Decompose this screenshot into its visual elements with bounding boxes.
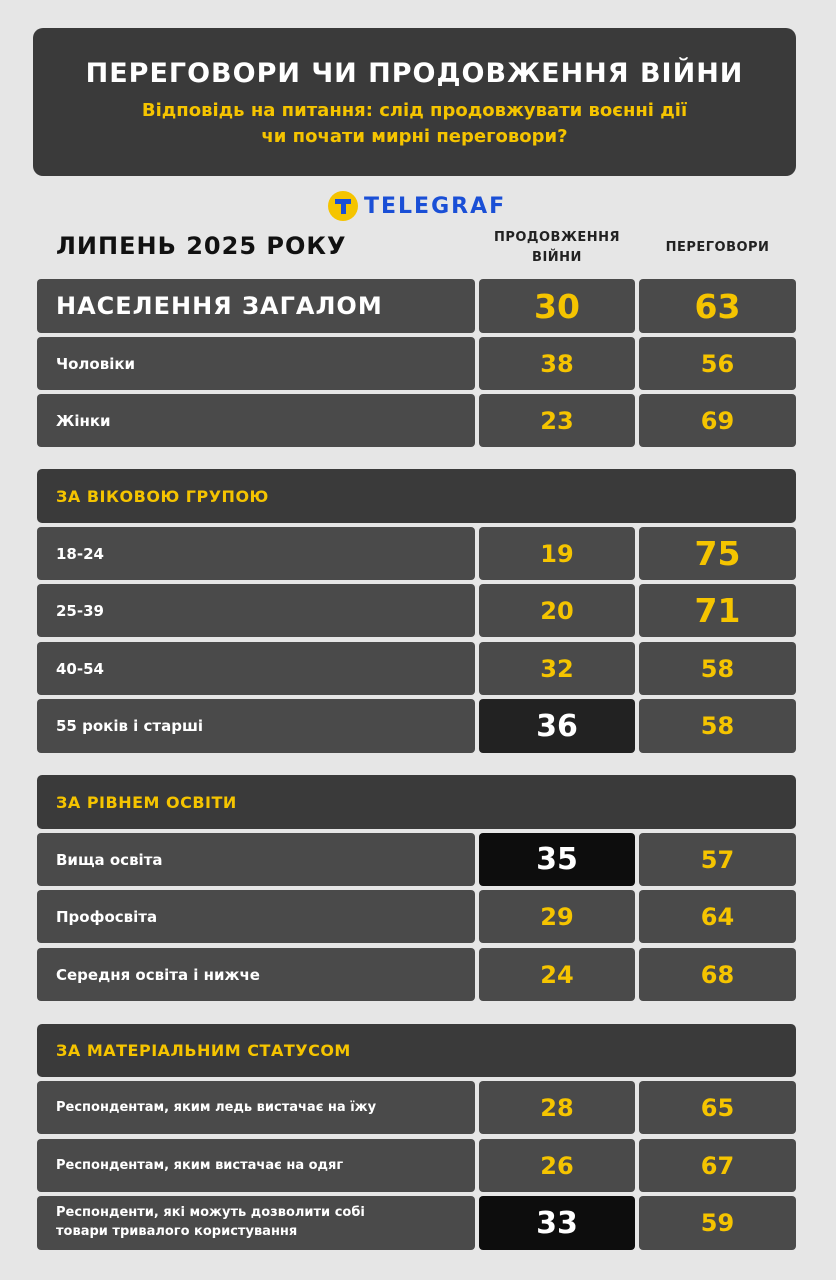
brand-logo <box>328 190 506 222</box>
value-negotiations: 67 <box>639 1139 796 1192</box>
chart-subtitle <box>33 98 796 150</box>
title-panel <box>33 28 796 176</box>
value-negotiations: 56 <box>639 337 796 390</box>
row-label: 40-54 <box>37 642 475 695</box>
value-negotiations: 64 <box>639 890 796 943</box>
value-continue-war: 28 <box>479 1081 635 1134</box>
value-continue-war: 38 <box>479 337 635 390</box>
row-label: Чоловіки <box>37 337 475 390</box>
subtitle-line-2: чи почати мирні переговори? <box>261 126 568 147</box>
value-continue-war: 26 <box>479 1139 635 1192</box>
value-negotiations: 68 <box>639 948 796 1001</box>
row-label: 55 років і старші <box>37 699 475 753</box>
value-continue-war: 23 <box>479 394 635 447</box>
row-label: 18-24 <box>37 527 475 580</box>
value-continue-war: 32 <box>479 642 635 695</box>
value-continue-war: 24 <box>479 948 635 1001</box>
row-label: Респондентам, яким ледь вистачає на їжу <box>37 1081 475 1134</box>
value-negotiations: 63 <box>639 279 796 333</box>
value-negotiations: 58 <box>639 642 796 695</box>
value-continue-war: 33 <box>479 1196 635 1250</box>
period-label: ЛИПЕНЬ 2025 РОКУ <box>56 232 347 260</box>
row-label: Середня освіта і нижче <box>37 948 475 1001</box>
row-label: Вища освіта <box>37 833 475 886</box>
value-negotiations: 71 <box>639 584 796 637</box>
value-continue-war: 30 <box>479 279 635 333</box>
column-header-continue-war: ПРОДОВЖЕННЯ ВІЙНИ <box>493 230 621 265</box>
chart-title: ПЕРЕГОВОРИ ЧИ ПРОДОВЖЕННЯ ВІЙНИ <box>85 58 744 89</box>
section-header-age: ЗА ВІКОВОЮ ГРУПОЮ <box>37 469 796 523</box>
value-negotiations: 75 <box>639 527 796 580</box>
value-negotiations: 58 <box>639 699 796 753</box>
row-label-line-2: товари тривалого користування <box>56 1224 298 1239</box>
subtitle-line-1: Відповідь на питання: слід продовжувати воєнні дії <box>141 100 688 121</box>
row-label: Жінки <box>37 394 475 447</box>
column-header-negotiations: ПЕРЕГОВОРИ <box>665 240 770 255</box>
row-label: Респондентам, яким вистачає на одяг <box>37 1139 475 1192</box>
value-continue-war: 36 <box>479 699 635 753</box>
value-continue-war: 29 <box>479 890 635 943</box>
value-negotiations: 57 <box>639 833 796 886</box>
telegraf-logo-icon <box>328 191 358 221</box>
brand-name: TELEGRAF <box>364 193 507 219</box>
value-continue-war: 35 <box>479 833 635 886</box>
row-label: Профосвіта <box>37 890 475 943</box>
value-continue-war: 20 <box>479 584 635 637</box>
row-label <box>37 1196 475 1250</box>
section-header-material-status: ЗА МАТЕРІАЛЬНИМ СТАТУСОМ <box>37 1024 796 1077</box>
row-label-line-1: Респонденти, які можуть дозволити собі <box>56 1205 365 1220</box>
value-continue-war: 19 <box>479 527 635 580</box>
section-header-education: ЗА РІВНЕМ ОСВІТИ <box>37 775 796 829</box>
value-negotiations: 65 <box>639 1081 796 1134</box>
value-negotiations: 69 <box>639 394 796 447</box>
value-negotiations: 59 <box>639 1196 796 1250</box>
row-label: НАСЕЛЕННЯ ЗАГАЛОМ <box>37 279 475 333</box>
row-label: 25-39 <box>37 584 475 637</box>
